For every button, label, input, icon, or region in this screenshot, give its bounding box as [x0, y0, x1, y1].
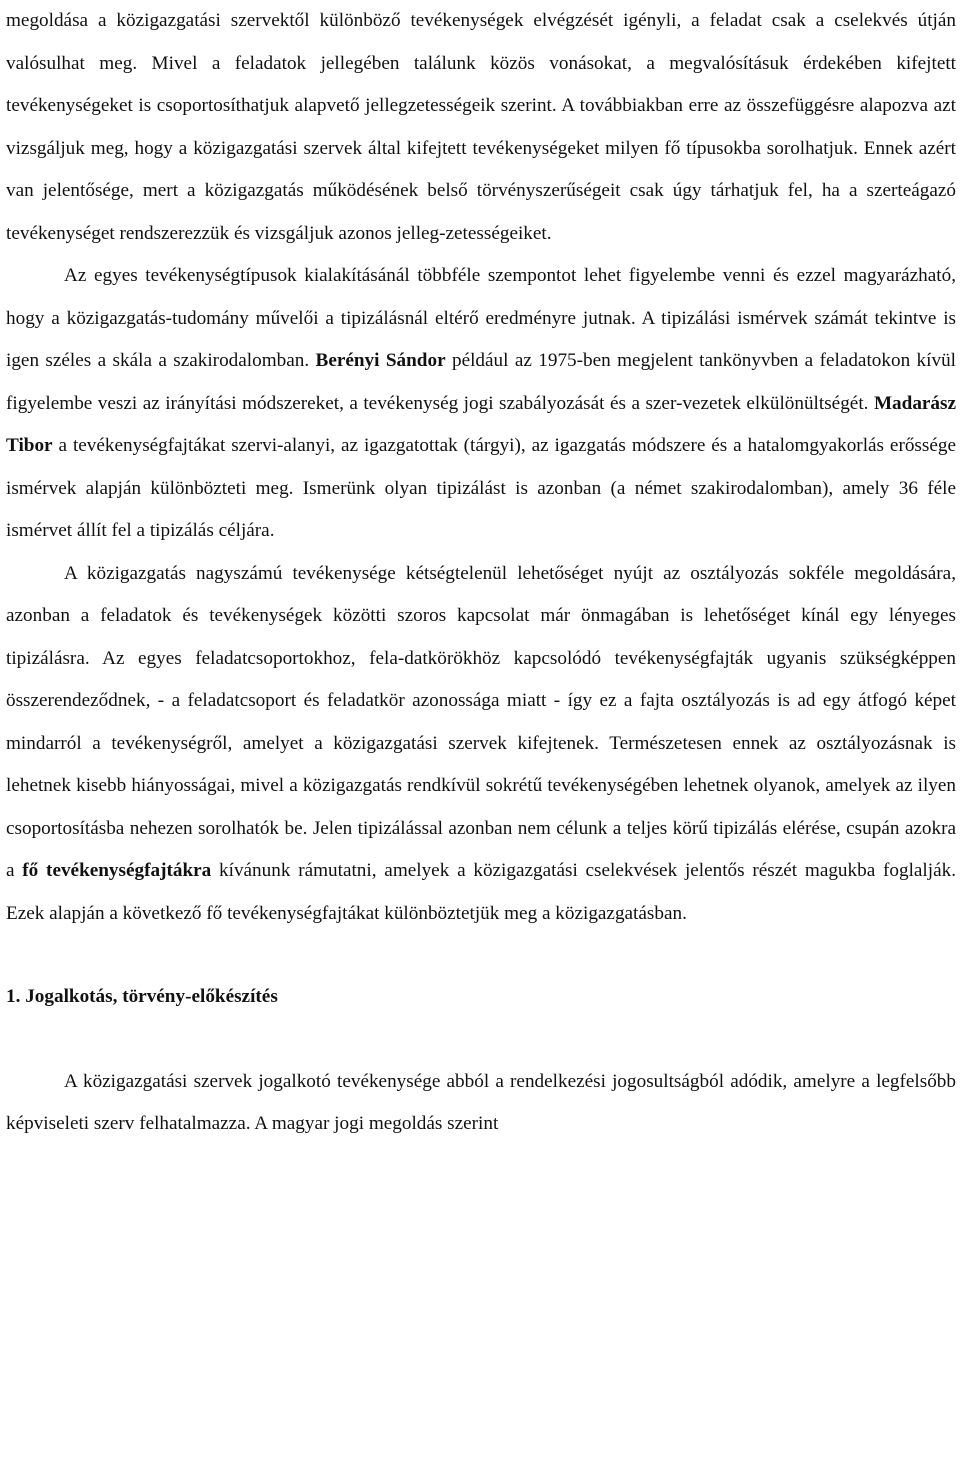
paragraph-lawmaking-text: A közigazgatási szervek jogalkotó tevékenysége abból a rendelkezési jogosultságból adódik, amelyre a legfelsőbb képviseleti szerv felhatalmazza. A magyar jogi megoldás szerint — [6, 1070, 956, 1134]
paragraph-typology-text-3: a tevékenységfajtákat szervi-alanyi, az igazgatottak (tárgyi), az igazgatás módszere és a hatalomgyakorlás erőssége ismérvek alapján különbözteti meg. Ismerünk olyan tipizálást is azonban (a német szakirodalomban), amely 36 féle ismérvet állít fel a tipizálás céljára. — [6, 435, 956, 541]
document-page — [6, 0, 956, 1146]
paragraph-typology — [6, 255, 956, 553]
paragraph-typology-text-1: Az egyes tevékenységtípusok kialakításánál többféle szempontot lehet figyelembe venni és ezzel magyarázható, hogy a közigazgatás-tudomány művelői a tipizálásnál eltérő eredményre jutnak. A tipizálási ismérvek számát tekintve is igen széles a skála a szakirodalomban. — [6, 265, 956, 371]
author-name-madarasz: Madarász Tibor — [6, 392, 956, 456]
paragraph-intro — [6, 0, 956, 255]
author-name-berenyi: Berényi Sándor — [315, 350, 446, 371]
paragraph-classification-text-1: A közigazgatás nagyszámú tevékenysége kétségtelenül lehetőséget nyújt az osztályozás sokféle megoldására, azonban a feladatok és tevékenységek közötti szoros kapcsolat már önmagában is lehetőséget kínál egy lényeges tipizálásra. Az egyes feladatcsoportokhoz, fela-datkörökhöz kapcsolódó tevékenységfajták ugyanis szükségképpen összerendeződnek, - a feladatcsoport és feladatkör azonossága miatt - így ez a fajta osztályozás is ad egy átfogó képet mindarról a tevékenységről, amelyet a közigazgatási szervek kifejtenek. Természetesen ennek az osztályozásnak is lehetnek kisebb hiányosságai, mivel a közigazgatás rendkívül sokrétű tevékenységében lehetnek olyanok, amelyek az ilyen csoportosításba nehezen sorolhatók be. Jelen tipizálással azonban nem célunk a teljes körű tipizálás elérése, csupán azokra a — [6, 562, 956, 881]
paragraph-typology-text-2: például az 1975-ben megjelent tankönyvben a feladatokon kívül figyelembe veszi az irányítási módszereket, a tevékenység jogi szabályozását és a szer-vezetek elkülönültségét. — [6, 350, 956, 414]
emphasis-main-activities: fő tevékenységfajtákra — [22, 860, 212, 881]
paragraph-intro-text: megoldása a közigazgatási szervektől különböző tevékenységek elvégzését igényli, a feladat csak a cselekvés útján valósulhat meg. Mivel a feladatok jellegében találunk közös vonásokat, a megvalósításuk érdekében kifejtett tevékenységeket is csoportosíthatjuk alapvető jellegzetességeik szerint. A továbbiakban erre az összefüggésre alapozva azt vizsgáljuk meg, hogy a közigazgatási szervek által kifejtett tevékenységeket milyen fő típusokba sorolhatjuk. Ennek azért van jelentősége, mert a közigazgatás működésének belső törvényszerűségeit csak úgy tárhatjuk fel, ha a szerteágazó tevékenységet rendszerezzük és vizsgáljuk azonos jelleg-zetességeiket. — [6, 10, 956, 244]
paragraph-classification-text-2: kívánunk rámutatni, amelyek a közigazgatási cselekvések jelentős részét magukba foglalják. Ezek alapján a következő fő tevékenységfajtákat különböztetjük meg a közigazgatásban. — [6, 860, 956, 924]
paragraph-lawmaking — [6, 1061, 956, 1146]
section-heading-lawmaking: 1. Jogalkotás, törvény-előkészítés — [6, 986, 278, 1007]
paragraph-classification — [6, 553, 956, 936]
